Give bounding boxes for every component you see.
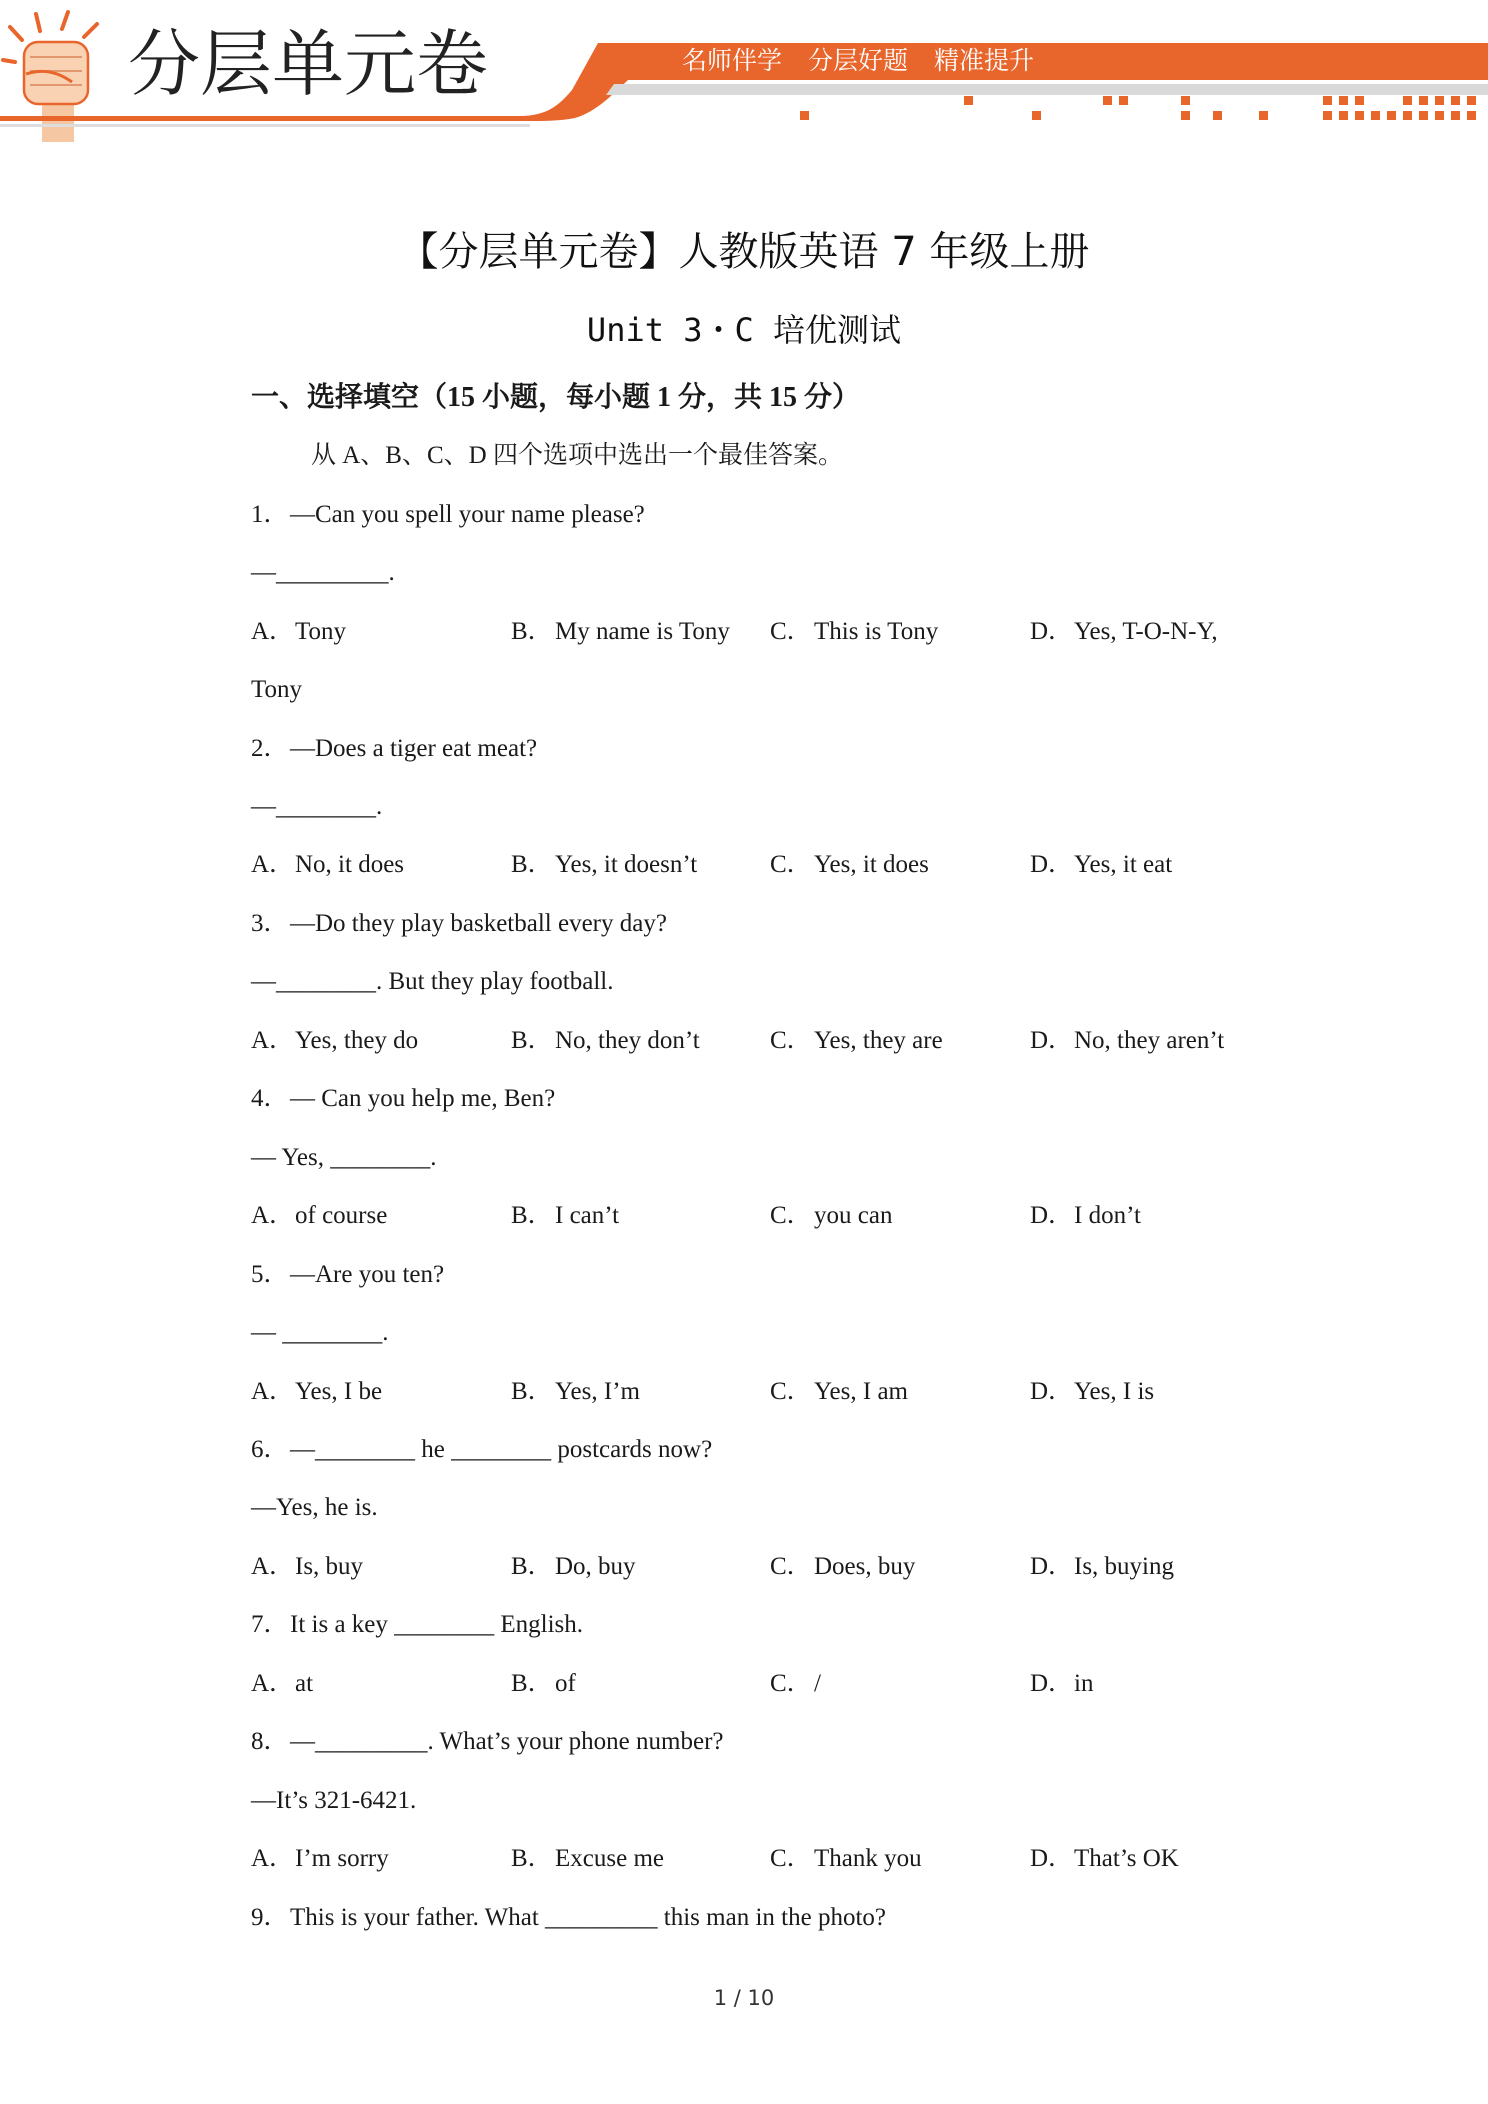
option-d [1030, 1012, 1224, 1070]
option-label: B． [511, 1845, 553, 1873]
option-text: No, they aren’t [1074, 1026, 1225, 1054]
option-d [1030, 1655, 1093, 1713]
option-d [1030, 603, 1218, 661]
answer-line: — ________. [251, 1319, 389, 1347]
option-text: in [1074, 1669, 1094, 1697]
option-text: I can’t [555, 1202, 620, 1230]
option-text: That’s OK [1074, 1845, 1179, 1873]
option-text: at [295, 1669, 314, 1697]
option-c [770, 1655, 821, 1713]
answer-line: —Yes, he is. [251, 1494, 378, 1522]
option-text: Is, buy [295, 1552, 364, 1580]
question-5 [0, 1246, 1488, 1421]
question-text: —Do they play basketball every day? [290, 909, 667, 937]
option-a [251, 1363, 382, 1421]
question-number: 7． [251, 1611, 289, 1639]
option-text: Thank you [814, 1845, 922, 1873]
answer-line: —_________. [251, 559, 395, 587]
option-text: Yes, it doesn’t [555, 851, 698, 879]
option-label: A． [251, 1026, 295, 1054]
option-text: I’m sorry [295, 1845, 389, 1873]
option-label: B． [511, 1669, 553, 1697]
option-text: Yes, I be [295, 1377, 383, 1405]
option-label: A． [251, 851, 295, 879]
option-c [770, 1363, 908, 1421]
option-b [511, 836, 697, 894]
answer-line: —________. [251, 792, 383, 820]
question-text: This is your father. What _________ this man in the photo? [290, 1903, 886, 1931]
slogan: 名师伴学 [682, 46, 783, 75]
question-number: 3． [251, 909, 289, 937]
option-text: Yes, T-O-N-Y, [1074, 617, 1218, 645]
option-text: This is Tony [814, 617, 939, 645]
answer-line: —________. But they play football. [251, 968, 614, 996]
option-label: D． [1030, 1669, 1074, 1697]
question-number: 8． [251, 1728, 289, 1756]
option-label: D． [1030, 1026, 1074, 1054]
brand-title: 分层单元卷 [128, 22, 489, 106]
option-text: Tony [295, 617, 347, 645]
option-label: D． [1030, 617, 1074, 645]
option-label: D． [1030, 1845, 1074, 1873]
option-text: you can [814, 1202, 893, 1230]
option-text: Yes, I’m [555, 1377, 640, 1405]
question-stem [0, 720, 1488, 778]
option-a [251, 603, 346, 661]
option-a [251, 1187, 387, 1245]
option-b [511, 603, 730, 661]
option-label: D． [1030, 851, 1074, 879]
options-row [0, 603, 1488, 661]
option-text: Do, buy [555, 1552, 636, 1580]
option-text: No, it does [295, 851, 405, 879]
option-continuation: Tony [251, 676, 303, 704]
page-subtitle: Unit 3・C 培优测试 [586, 311, 902, 349]
option-text: Yes, it does [814, 851, 929, 879]
option-label: D． [1030, 1552, 1074, 1580]
option-b [511, 1538, 636, 1596]
options-row [0, 1012, 1488, 1070]
question-2 [0, 720, 1488, 895]
option-b [511, 1012, 700, 1070]
option-label: A． [251, 1377, 295, 1405]
section-instruction: 从 A、B、C、D 四个选项中选出一个最佳答案。 [311, 442, 843, 470]
option-text: Yes, it eat [1074, 851, 1173, 879]
option-label: C． [770, 1552, 812, 1580]
option-label: A． [251, 1202, 295, 1230]
option-c [770, 1012, 943, 1070]
section-heading: 一、选择填空（15 小题，每小题 1 分，共 15 分） [251, 381, 861, 413]
option-a [251, 1012, 418, 1070]
slogan: 分层好题 [808, 46, 909, 75]
option-label: C． [770, 1377, 812, 1405]
option-label: B． [511, 851, 553, 879]
option-a [251, 1655, 313, 1713]
slogan-bar [682, 46, 1034, 76]
options-row [0, 1363, 1488, 1421]
option-label: C． [770, 851, 812, 879]
option-label: D． [1030, 1202, 1074, 1230]
question-text: —Can you spell your name please? [290, 500, 645, 528]
option-c [770, 836, 929, 894]
question-text: —Are you ten? [290, 1260, 445, 1288]
option-label: C． [770, 617, 812, 645]
question-stem [0, 1421, 1488, 1479]
question-stem [0, 1070, 1488, 1128]
option-label: B． [511, 1026, 553, 1054]
option-text: of [555, 1669, 576, 1697]
exam-content [0, 369, 1488, 1947]
question-text: —________ he ________ postcards now? [290, 1435, 713, 1463]
option-label: A． [251, 617, 295, 645]
question-3 [0, 895, 1488, 1070]
question-text: — Can you help me, Ben? [290, 1085, 556, 1113]
option-b [511, 1363, 640, 1421]
question-8 [0, 1713, 1488, 1888]
question-text: It is a key ________ English. [290, 1611, 584, 1639]
page-number: 1 / 10 [713, 1986, 775, 2010]
option-label: C． [770, 1026, 812, 1054]
question-number: 4． [251, 1085, 289, 1113]
option-b [511, 1187, 619, 1245]
question-stem [0, 486, 1488, 544]
option-label: B． [511, 1552, 553, 1580]
option-d [1030, 1363, 1154, 1421]
question-stem [0, 895, 1488, 953]
option-b [511, 1830, 664, 1888]
option-label: B． [511, 1202, 553, 1230]
question-stem [0, 1889, 1488, 1947]
option-text: Yes, they do [295, 1026, 419, 1054]
question-6 [0, 1421, 1488, 1596]
question-9 [0, 1889, 1488, 1947]
option-label: C． [770, 1669, 812, 1697]
question-stem [0, 1596, 1488, 1654]
option-d [1030, 1187, 1141, 1245]
option-text: Does, buy [814, 1552, 916, 1580]
option-a [251, 1538, 363, 1596]
option-label: A． [251, 1552, 295, 1580]
question-number: 9． [251, 1903, 289, 1931]
question-text: —Does a tiger eat meat? [290, 734, 538, 762]
question-text: —_________. What’s your phone number? [290, 1728, 724, 1756]
slogan: 精准提升 [934, 46, 1035, 75]
option-text: / [814, 1669, 821, 1697]
question-1 [0, 486, 1488, 720]
option-d [1030, 1830, 1179, 1888]
question-stem [0, 1713, 1488, 1771]
option-c [770, 603, 938, 661]
option-a [251, 1830, 389, 1888]
option-label: D． [1030, 1377, 1074, 1405]
option-text: No, they don’t [555, 1026, 700, 1054]
option-label: A． [251, 1669, 295, 1697]
option-c [770, 1187, 892, 1245]
option-c [770, 1538, 915, 1596]
options-row [0, 1538, 1488, 1596]
option-label: C． [770, 1845, 812, 1873]
option-d [1030, 1538, 1174, 1596]
option-label: B． [511, 1377, 553, 1405]
fist-logo-icon [3, 12, 97, 142]
question-number: 5． [251, 1260, 289, 1288]
question-4 [0, 1070, 1488, 1245]
question-number: 2． [251, 734, 289, 762]
question-number: 6． [251, 1435, 289, 1463]
option-label: C． [770, 1202, 812, 1230]
option-label: B． [511, 617, 553, 645]
options-row [0, 1187, 1488, 1245]
question-stem [0, 1246, 1488, 1304]
option-text: Is, buying [1074, 1552, 1174, 1580]
answer-line: — Yes, ________. [251, 1143, 437, 1171]
option-label: A． [251, 1845, 295, 1873]
option-text: Excuse me [555, 1845, 664, 1873]
options-row [0, 1655, 1488, 1713]
option-text: Yes, I is [1074, 1377, 1155, 1405]
question-number: 1． [251, 500, 289, 528]
option-text: My name is Tony [555, 617, 730, 645]
option-d [1030, 836, 1172, 894]
answer-line: —It’s 321-6421. [251, 1786, 417, 1814]
option-b [511, 1655, 576, 1713]
option-text: of course [295, 1202, 388, 1230]
option-a [251, 836, 404, 894]
option-c [770, 1830, 922, 1888]
option-text: I don’t [1074, 1202, 1141, 1230]
option-text: Yes, I am [814, 1377, 908, 1405]
options-row [0, 1830, 1488, 1888]
question-7 [0, 1596, 1488, 1713]
option-text: Yes, they are [814, 1026, 943, 1054]
options-row [0, 836, 1488, 894]
page-title: 【分层单元卷】人教版英语 7 年级上册 [398, 229, 1090, 275]
